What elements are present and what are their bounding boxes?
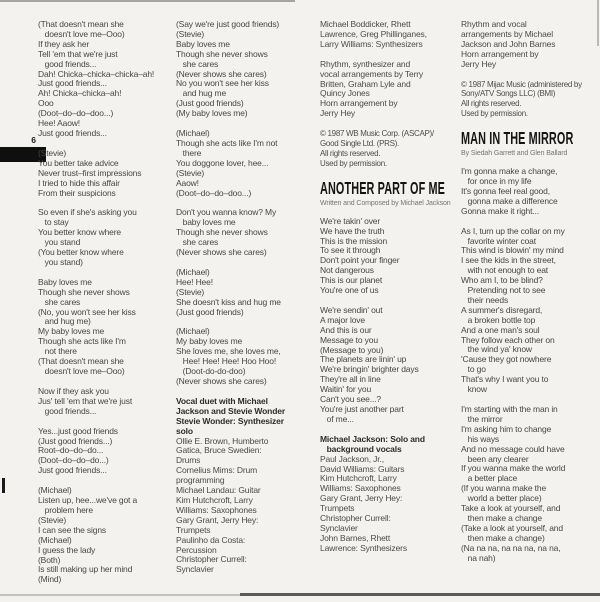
- text-line: Kim Hutchcroft, Larry: [176, 494, 253, 505]
- copyright-notice: [320, 129, 462, 169]
- text-line: Jerry Hey: [461, 58, 497, 69]
- text-line: been any clearer: [461, 453, 529, 464]
- text-line: Dah! Chicka–chicka–chicka–ah!: [38, 68, 155, 79]
- text-line: doesn't love me–Ooo): [38, 366, 125, 376]
- copyright-notice: [461, 80, 600, 120]
- text-line: the mirror: [461, 413, 503, 424]
- text-line: Gonna make it right...: [461, 205, 539, 216]
- text-line: To see it through: [320, 245, 381, 256]
- lyric-stanza: [38, 387, 180, 417]
- text-line: (Just good friends): [176, 98, 244, 109]
- text-line: (Michael): [176, 266, 210, 277]
- text-line: That's why I want you to: [461, 374, 549, 385]
- credits: [320, 455, 462, 554]
- text-line: Baby loves me: [38, 276, 92, 287]
- song-title-text: MAN IN THE MIRROR: [461, 128, 574, 149]
- text-line: Don't point your finger: [320, 255, 400, 266]
- song-byline: By Siedah Garrett and Glen Ballard: [461, 150, 568, 158]
- text-line: Message to you: [320, 334, 378, 345]
- text-line: Used by permission.: [461, 109, 528, 119]
- text-line: (That doesn't mean she: [38, 19, 124, 29]
- text-line: I guess the lady: [38, 544, 96, 555]
- text-line: I can see the signs: [38, 524, 107, 535]
- lyric-stanza: [38, 427, 180, 477]
- text-line: (Stevie): [38, 147, 67, 158]
- text-line: If you wanna make the world: [461, 463, 566, 474]
- text-line: then make a change): [461, 532, 545, 543]
- lyric-stanza: [38, 20, 180, 139]
- text-line: and hug me: [176, 88, 227, 99]
- text-line: Horn arrangement by: [461, 48, 539, 59]
- text-line: their needs: [461, 294, 509, 305]
- text-line: Though she acts like I'm: [38, 336, 126, 347]
- song-byline: Written and Composed by Michael Jackson: [320, 199, 451, 207]
- text-line: And a one man's soul: [461, 324, 540, 335]
- text-line: No you won't see her kiss: [176, 78, 269, 89]
- text-line: So even if she's asking you: [38, 207, 137, 218]
- text-line: of me...: [320, 413, 354, 424]
- text-line: I'm gonna make a change,: [461, 166, 558, 177]
- text-line: Synclavier: [176, 564, 214, 575]
- text-line: All rights reserved.: [461, 99, 522, 109]
- lyric-stanza: [38, 149, 180, 199]
- lyric-stanza: [176, 20, 318, 119]
- text-line: Kim Hutchcroft, Larry: [320, 473, 397, 484]
- lyrics-column-4: [461, 20, 600, 574]
- lyric-stanza: [38, 486, 180, 585]
- text-line: Jackson and Stevie Wonder: [176, 405, 285, 416]
- text-line: (Michael): [38, 534, 72, 545]
- text-line: Just good friends...: [38, 127, 107, 138]
- text-line: (Stevie): [38, 514, 67, 525]
- text-line: Gary Grant, Jerry Hey:: [320, 493, 403, 504]
- text-line: If they ask her: [38, 38, 90, 49]
- text-line: (Michael): [38, 485, 72, 496]
- text-line: (Both): [38, 554, 61, 565]
- text-line: (Just good friends): [176, 306, 244, 317]
- text-line: (Mind): [38, 574, 62, 585]
- text-line: then make a change: [461, 512, 542, 523]
- text-line: Rhythm and vocal: [461, 19, 527, 29]
- text-line: know: [461, 384, 487, 395]
- text-line: I'm asking him to change: [461, 423, 552, 434]
- text-line: Percussion: [176, 544, 217, 555]
- lyric-stanza: [176, 129, 318, 198]
- text-line: there: [176, 147, 202, 158]
- text-line: (My baby loves me): [176, 108, 248, 119]
- text-line: Michael Jackson: Solo and: [320, 433, 425, 444]
- text-line: and hug me): [38, 316, 91, 327]
- text-line: Waitin' for you: [320, 384, 372, 395]
- lyric-stanza: [461, 405, 600, 564]
- credits: [176, 437, 318, 576]
- text-line: good friends...: [38, 405, 97, 416]
- lyrics-column-2: [176, 20, 318, 585]
- text-line: a better place: [461, 473, 518, 484]
- text-line: problem here: [38, 504, 93, 515]
- text-line: Who am I, to be blind?: [461, 275, 543, 286]
- text-line: A summer's disregard,: [461, 304, 543, 315]
- text-line: John Barnes, Rhett: [320, 532, 391, 543]
- lyric-stanza: [320, 217, 462, 296]
- text-line: We're bringin' brighter days: [320, 364, 419, 375]
- text-line: Paulinho da Costa:: [176, 534, 246, 545]
- text-line: As I, turn up the collar on my: [461, 225, 565, 236]
- text-line: (You better know where: [38, 247, 124, 258]
- text-line: Hee! Hee!: [176, 276, 213, 287]
- lyrics-column-3: [320, 20, 462, 564]
- text-line: Synclavier: [320, 522, 358, 533]
- text-line: Trumpets: [176, 524, 211, 535]
- text-line: she cares: [38, 296, 81, 307]
- text-line: Williams: Saxophones: [320, 483, 401, 494]
- text-line: Just good friends...: [38, 78, 107, 89]
- text-line: Never trust–first impressions: [38, 167, 142, 178]
- text-line: favorite winter coat: [461, 235, 536, 246]
- text-line: Jackson and John Barnes: [461, 38, 556, 49]
- text-line: she cares: [176, 237, 219, 248]
- page-number: 6: [31, 135, 36, 145]
- text-line: A major love: [320, 314, 365, 325]
- text-line: You better take advice: [38, 157, 119, 168]
- text-line: a broken bottle top: [461, 314, 536, 325]
- text-line: (No, you won't see her kiss: [38, 306, 136, 317]
- text-line: (Say we're just good friends): [176, 19, 280, 29]
- text-line: Larry Williams: Synthesizers: [320, 38, 423, 49]
- text-line: She doesn't kiss and hug me: [176, 296, 281, 307]
- text-line: And this is our: [320, 324, 372, 335]
- text-line: Lawrence: Synthesizers: [320, 542, 407, 553]
- text-line: My baby loves me: [176, 336, 243, 347]
- text-line: My baby loves me: [38, 326, 105, 337]
- text-line: (If you wanna make the: [461, 483, 547, 494]
- text-line: (Doot-do-do-doo): [176, 366, 246, 377]
- text-line: vocal arrangements by Terry: [320, 68, 424, 79]
- song-title: [461, 128, 600, 149]
- text-line: David Williams: Guitars: [320, 463, 405, 474]
- text-line: (Michael): [176, 128, 210, 139]
- text-line: (Michael): [176, 326, 210, 337]
- text-line: Jerry Hey: [320, 108, 356, 119]
- text-line: the wind ya' know: [461, 344, 532, 355]
- text-line: I tried to hide this affair: [38, 177, 120, 188]
- text-line: (Stevie): [176, 286, 205, 297]
- text-line: Not dangerous: [320, 265, 374, 276]
- text-line: (Just good friends...): [38, 435, 113, 446]
- text-line: From their suspicions: [38, 187, 116, 198]
- text-line: This wind is blowin' my mind: [461, 245, 564, 256]
- lyric-stanza: [38, 208, 180, 267]
- text-line: 'Cause they got nowhere: [461, 354, 552, 365]
- text-line: Gatica, Bruce Swedien:: [176, 445, 262, 456]
- text-line: (Never shows she cares): [176, 247, 267, 258]
- text-line: I see the kids in the street,: [461, 255, 556, 266]
- text-line: She loves me, she loves me,: [176, 346, 281, 357]
- text-line: baby loves me: [176, 217, 236, 228]
- lyric-stanza: [38, 278, 180, 377]
- lyric-stanza: [176, 208, 318, 258]
- text-line: (Never shows she cares): [176, 68, 267, 79]
- text-line: Just good friends...: [38, 465, 107, 476]
- text-line: to go: [461, 364, 486, 375]
- text-line: na nah): [461, 552, 496, 563]
- text-line: (That doesn't mean she: [38, 356, 124, 367]
- text-line: Though she never shows: [176, 227, 268, 238]
- lyrics-column-1: [38, 20, 180, 595]
- text-line: she cares: [176, 58, 219, 69]
- text-line: Don't you wanna know? My: [176, 207, 277, 218]
- text-line: You're just another part: [320, 404, 404, 414]
- text-line: to stay: [38, 217, 69, 228]
- text-line: Hee! Hee! Hee! Hoo Hoo!: [176, 356, 277, 367]
- text-line: Horn arrangement by: [320, 98, 398, 109]
- text-line: Can't you see...?: [320, 394, 381, 405]
- text-line: (Doot–do–do–doo...): [176, 187, 252, 198]
- text-line: background vocals: [320, 443, 402, 454]
- text-line: world a better place): [461, 493, 542, 504]
- text-line: Yes...just good friends: [38, 425, 118, 436]
- lyric-stanza: [176, 268, 318, 318]
- text-line: Though she never shows: [176, 48, 268, 59]
- text-line: © 1987 WB Music Corp. (ASCAP)/: [320, 129, 434, 139]
- text-line: Tell 'em that we're just: [38, 48, 118, 59]
- text-line: Now if they ask you: [38, 385, 109, 396]
- text-line: (Doot–do–do–do...): [38, 455, 109, 466]
- text-line: you stand: [38, 237, 81, 248]
- text-line: Pretending not to see: [461, 285, 546, 296]
- text-line: Christopher Currell:: [320, 513, 391, 524]
- text-line: (Stevie): [176, 28, 205, 39]
- text-line: This is our planet: [320, 275, 383, 286]
- text-line: They're all in line: [320, 374, 381, 385]
- text-line: It's gonna feel real good,: [461, 185, 550, 196]
- credits-bold: [320, 435, 462, 455]
- text-line: Michael Landau: Guitar: [176, 485, 261, 496]
- text-line: not there: [38, 346, 77, 357]
- song-title: [320, 177, 462, 198]
- text-line: Paul Jackson, Jr.,: [320, 453, 384, 464]
- text-line: with not enough to eat: [461, 265, 548, 276]
- text-line: Lawrence, Greg Phillinganes,: [320, 28, 427, 39]
- credits: [320, 20, 462, 50]
- text-line: Take a look at yourself, and: [461, 503, 561, 514]
- text-line: Though she acts like I'm not: [176, 137, 278, 148]
- text-line: Is still making up her mind: [38, 564, 133, 575]
- text-line: Used by permission.: [320, 158, 387, 168]
- text-line: Quincy Jones: [320, 88, 370, 99]
- text-line: © 1987 Mijac Music (administered by: [461, 79, 582, 89]
- text-line: solo: [176, 425, 193, 436]
- text-line: Williams: Saxophones: [176, 504, 257, 515]
- text-line: Christopher Currell:: [176, 554, 247, 565]
- text-line: Though she never shows: [38, 286, 130, 297]
- text-line: you stand): [38, 256, 83, 267]
- text-line: Ah! Chicka–chicka–ah!: [38, 88, 122, 99]
- text-line: Gary Grant, Jerry Hey:: [176, 514, 259, 525]
- text-line: Stevie Wonder: Synthesizer: [176, 415, 284, 426]
- page-bottom-edge-line: [240, 593, 600, 596]
- text-line: his ways: [461, 433, 500, 444]
- text-line: (Na na na, na na na, na na,: [461, 542, 561, 553]
- text-line: Cornelius Mims: Drum: [176, 465, 258, 476]
- text-line: Hee! Aaow!: [38, 118, 80, 129]
- song-title-text: ANOTHER PART OF ME: [320, 177, 445, 198]
- text-line: (Take a look at yourself, and: [461, 522, 563, 533]
- text-line: Ollie E. Brown, Humberto: [176, 435, 269, 446]
- text-line: We're sendin' out: [320, 304, 383, 315]
- text-line: Baby loves me: [176, 38, 230, 49]
- text-line: Vocal duet with Michael: [176, 395, 268, 406]
- text-line: Listen up, hee...we've got a: [38, 495, 138, 506]
- text-line: doesn't love me–Ooo): [38, 28, 125, 39]
- text-line: This is the mission: [320, 235, 388, 246]
- credits-bold: [176, 397, 318, 437]
- text-line: (Message to you): [320, 344, 384, 355]
- text-line: Aaow!: [176, 177, 199, 188]
- text-line: Root–do–do–do...: [38, 445, 104, 456]
- text-line: All rights reserved.: [320, 148, 381, 158]
- text-line: Sony/ATV Songs LLC) (BMI): [461, 89, 556, 99]
- text-line: for once in my life: [461, 175, 532, 186]
- credits: [320, 60, 462, 119]
- text-line: You doggone lover, hee...: [176, 157, 269, 168]
- text-line: gonna make a difference: [461, 195, 558, 206]
- text-line: They follow each other on: [461, 334, 555, 345]
- credits: [461, 20, 600, 70]
- text-line: Trumpets: [320, 503, 355, 514]
- lyric-stanza: [320, 306, 462, 425]
- text-line: You're one of us: [320, 285, 379, 296]
- text-line: (Stevie): [176, 167, 205, 178]
- text-line: We have the truth: [320, 225, 385, 236]
- text-line: You better know where: [38, 227, 122, 238]
- text-line: (Doot–do–do–doo...): [38, 108, 114, 119]
- text-line: Jus' tell 'em that we're just: [38, 395, 133, 406]
- text-line: I'm starting with the man in: [461, 404, 558, 414]
- text-line: arrangements by Michael: [461, 28, 553, 39]
- text-line: We're takin' over: [320, 215, 381, 226]
- text-line: good friends...: [38, 58, 97, 69]
- registration-tick: [2, 478, 5, 493]
- text-line: (Never shows she cares): [176, 376, 267, 386]
- page-top-edge-line: [0, 0, 295, 2]
- text-line: Ooo: [38, 98, 54, 109]
- text-line: And no message could have: [461, 443, 565, 454]
- text-line: Michael Boddicker, Rhett: [320, 19, 411, 29]
- text-line: Britten, Graham Lyle and: [320, 78, 411, 89]
- text-line: Drums: [176, 455, 201, 466]
- lyric-stanza: [176, 327, 318, 386]
- text-line: The planets are linin' up: [320, 354, 407, 365]
- text-line: programming: [176, 475, 225, 486]
- text-line: Rhythm, synthesizer and: [320, 58, 411, 69]
- lyric-stanza: [461, 227, 600, 395]
- lyric-stanza: [461, 167, 600, 217]
- text-line: Good Single Ltd. (PRS).: [320, 139, 399, 149]
